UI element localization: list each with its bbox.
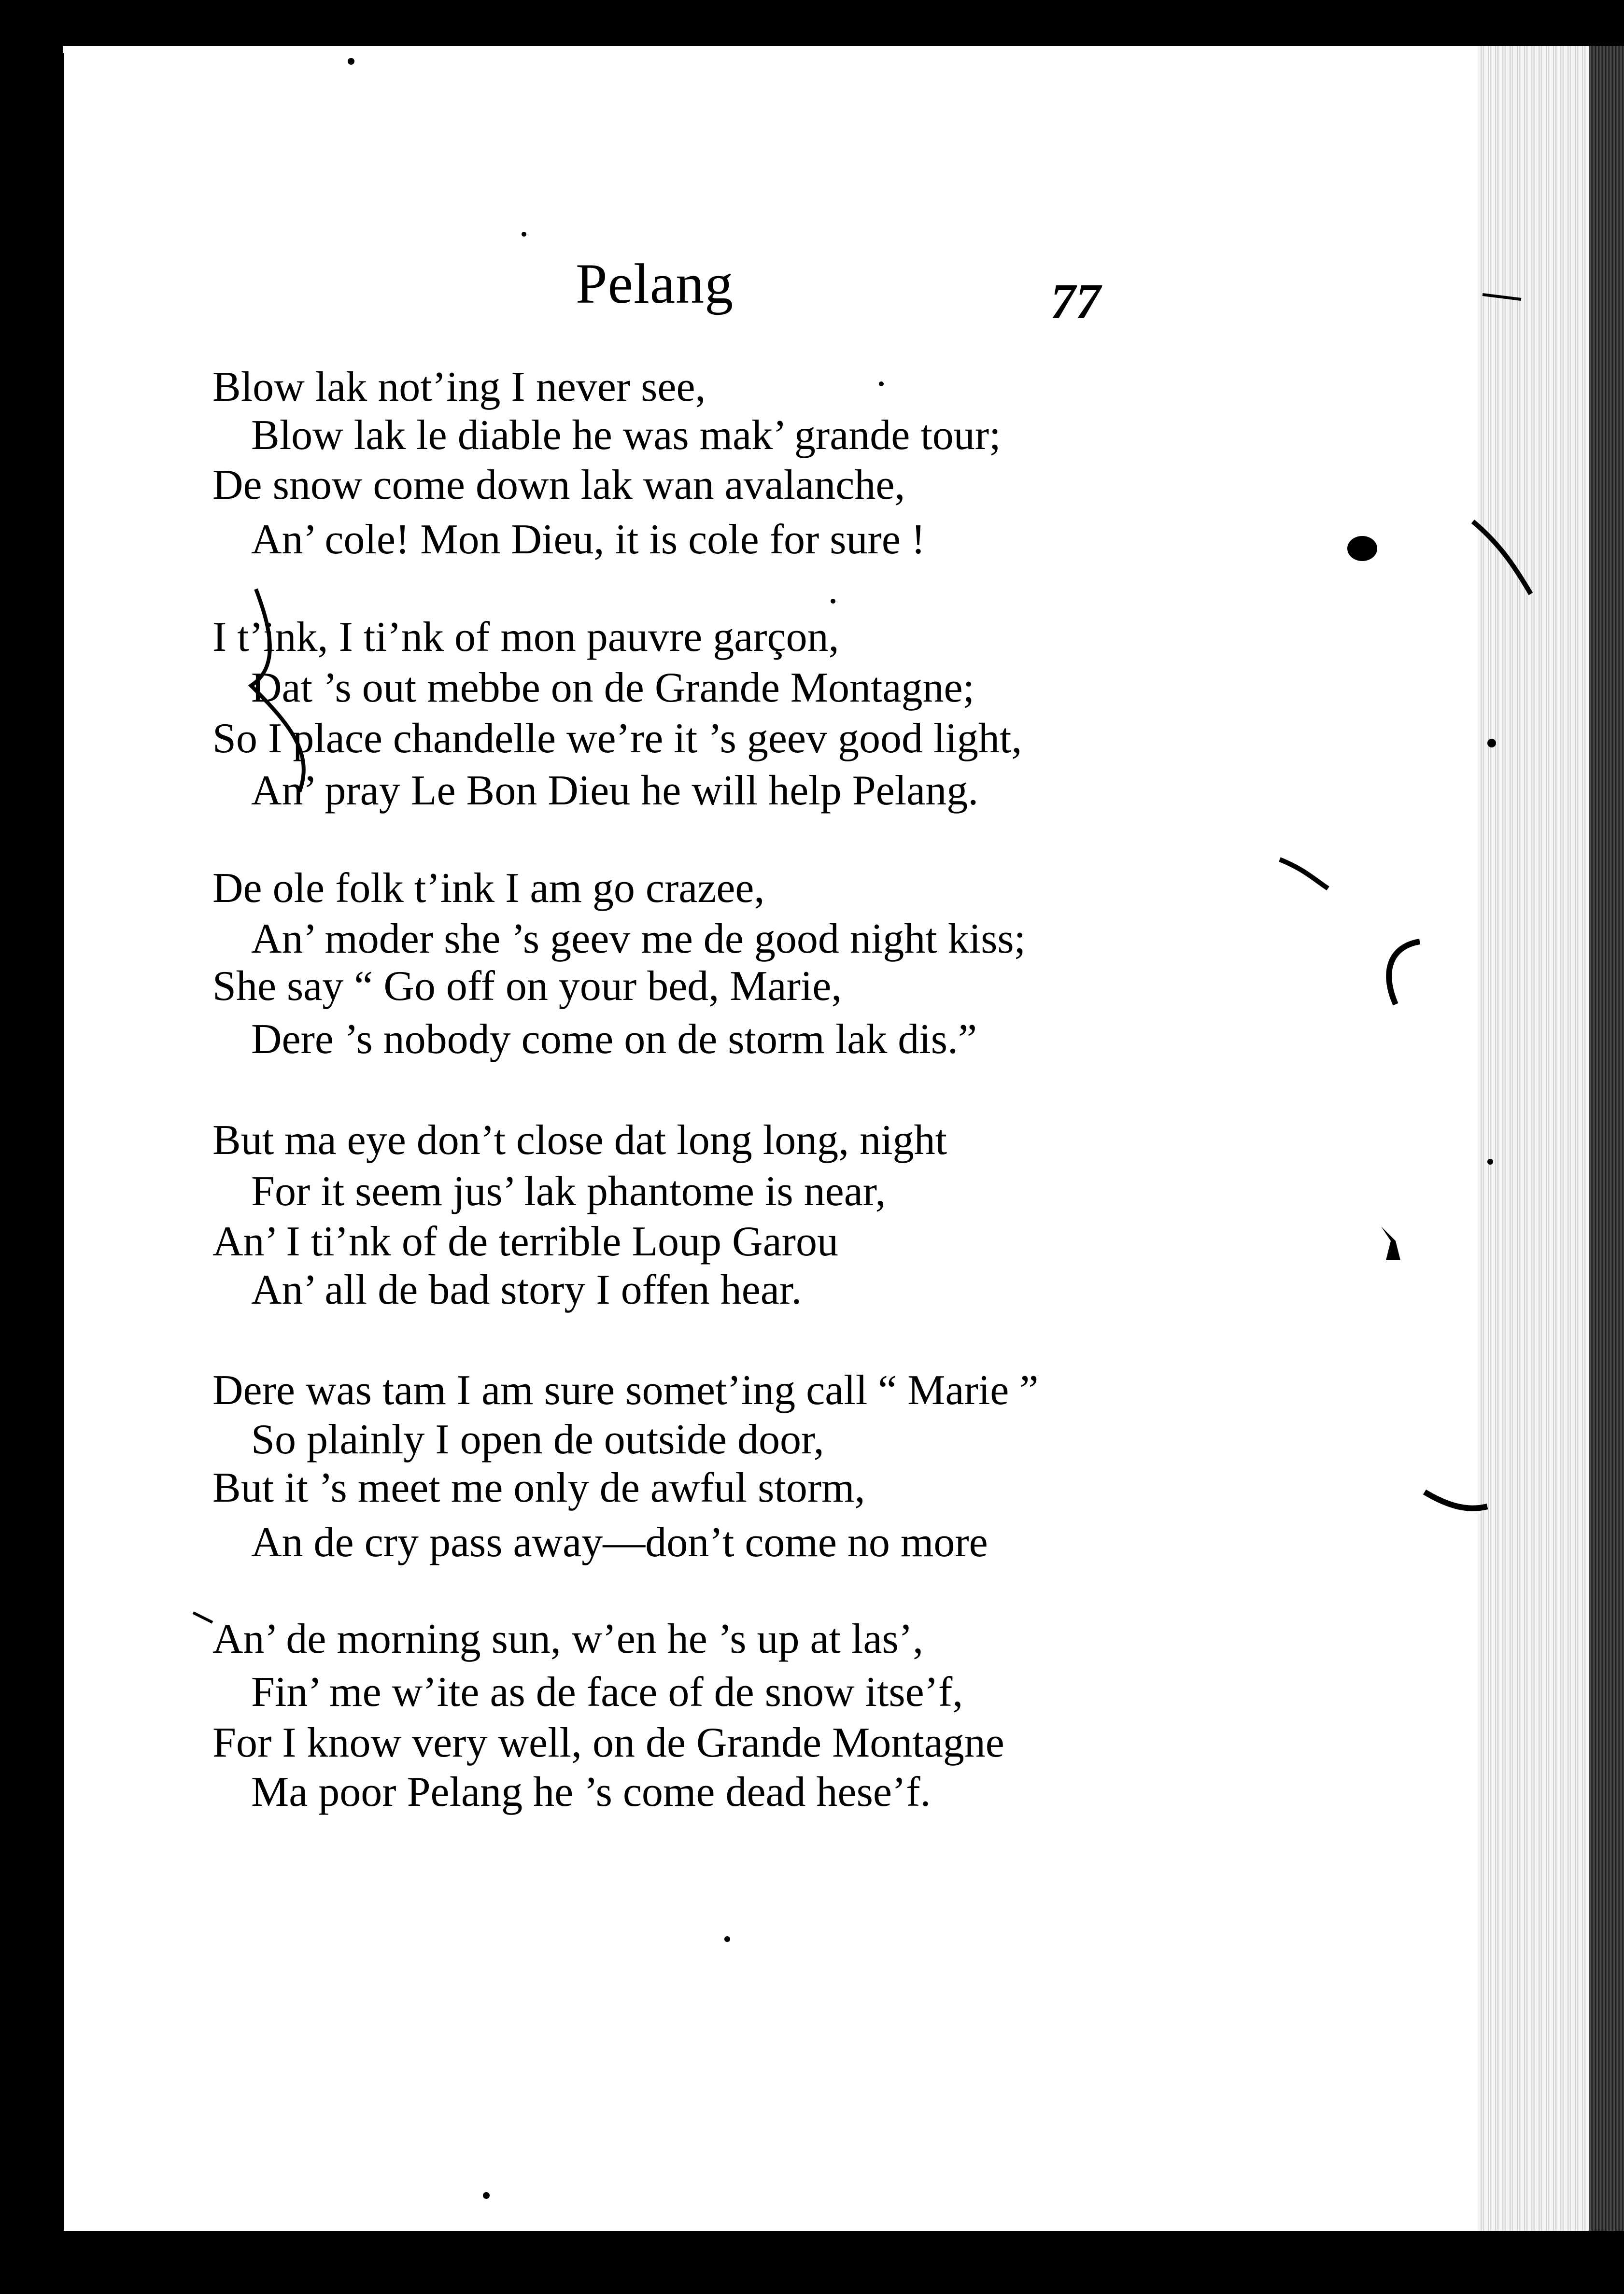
- speck: [831, 599, 835, 604]
- speck: [19, 1801, 25, 1807]
- speck: [348, 58, 354, 65]
- poem-line: She say “ Go off on your bed, Marie,: [212, 963, 842, 1010]
- poem-line: For it seem jus’ lak phantome is near,: [251, 1168, 886, 1215]
- speck: [1487, 739, 1496, 747]
- insect-speck-mark: [1381, 1226, 1400, 1260]
- running-title: Pelang: [576, 252, 734, 315]
- speck: [724, 1936, 730, 1942]
- poem-line: De ole folk t’ink I am go crazee,: [212, 865, 765, 912]
- speck: [483, 2192, 490, 2199]
- margin-stroke-mark: [1483, 295, 1521, 299]
- speck: [1487, 1159, 1493, 1165]
- poem-line: Ma poor Pelang he ’s come dead hese’f.: [251, 1769, 931, 1815]
- handwritten-bracket-mark: [251, 589, 304, 792]
- margin-stroke-mark: [1473, 521, 1531, 594]
- margin-stroke-mark: [1280, 859, 1328, 888]
- margin-curve-mark: [1389, 942, 1420, 1004]
- margin-stroke-mark: [193, 1613, 212, 1622]
- poem-line: Dere ’s nobody come on de storm lak dis.”: [251, 1016, 977, 1063]
- poem-line: An’ moder she ’s geev me de good night kiss;: [251, 915, 1026, 962]
- poem-line: An’ pray Le Bon Dieu he will help Pelang.: [251, 767, 979, 814]
- poem-line: An’ de morning sun, w’en he ’s up at las’,: [212, 1616, 924, 1662]
- poem-line: An’ all de bad story I offen hear.: [251, 1267, 802, 1313]
- poem-line: De snow come down lak wan avalanche,: [212, 462, 905, 508]
- poem-line: Blow lak not’ing I never see,: [212, 364, 706, 410]
- poem-line: Fin’ me w’ite as de face of de snow itse’f,: [251, 1669, 963, 1716]
- speck: [522, 232, 526, 237]
- poem-line: So I place chandelle we’re it ’s geev good light,: [212, 715, 1022, 762]
- poem-line: But it ’s meet me only de awful storm,: [212, 1464, 865, 1511]
- page-number: 77: [1050, 274, 1101, 329]
- poem-line: For I know very well, on de Grande Montagne: [212, 1719, 1004, 1766]
- speck: [879, 381, 884, 386]
- poem-line: I t’ink, I ti’nk of mon pauvre garçon,: [212, 614, 839, 661]
- margin-stroke-mark: [1425, 1492, 1487, 1508]
- poem-line: An de cry pass away—don’t come no more: [251, 1519, 988, 1566]
- poem-line: But ma eye don’t close dat long long, night: [212, 1117, 947, 1164]
- poem-line: Dat ’s out mebbe on de Grande Montagne;: [251, 664, 975, 711]
- poem-line: Blow lak le diable he was mak’ grande tour;: [251, 412, 1001, 459]
- poem-line: An’ cole! Mon Dieu, it is cole for sure !: [251, 516, 926, 563]
- poem-line: An’ I ti’nk of de terrible Loup Garou: [212, 1218, 838, 1265]
- poem-line: Dere was tam I am sure somet’ing call “ Marie ”: [212, 1367, 1039, 1414]
- poem-line: So plainly I open de outside door,: [251, 1416, 824, 1463]
